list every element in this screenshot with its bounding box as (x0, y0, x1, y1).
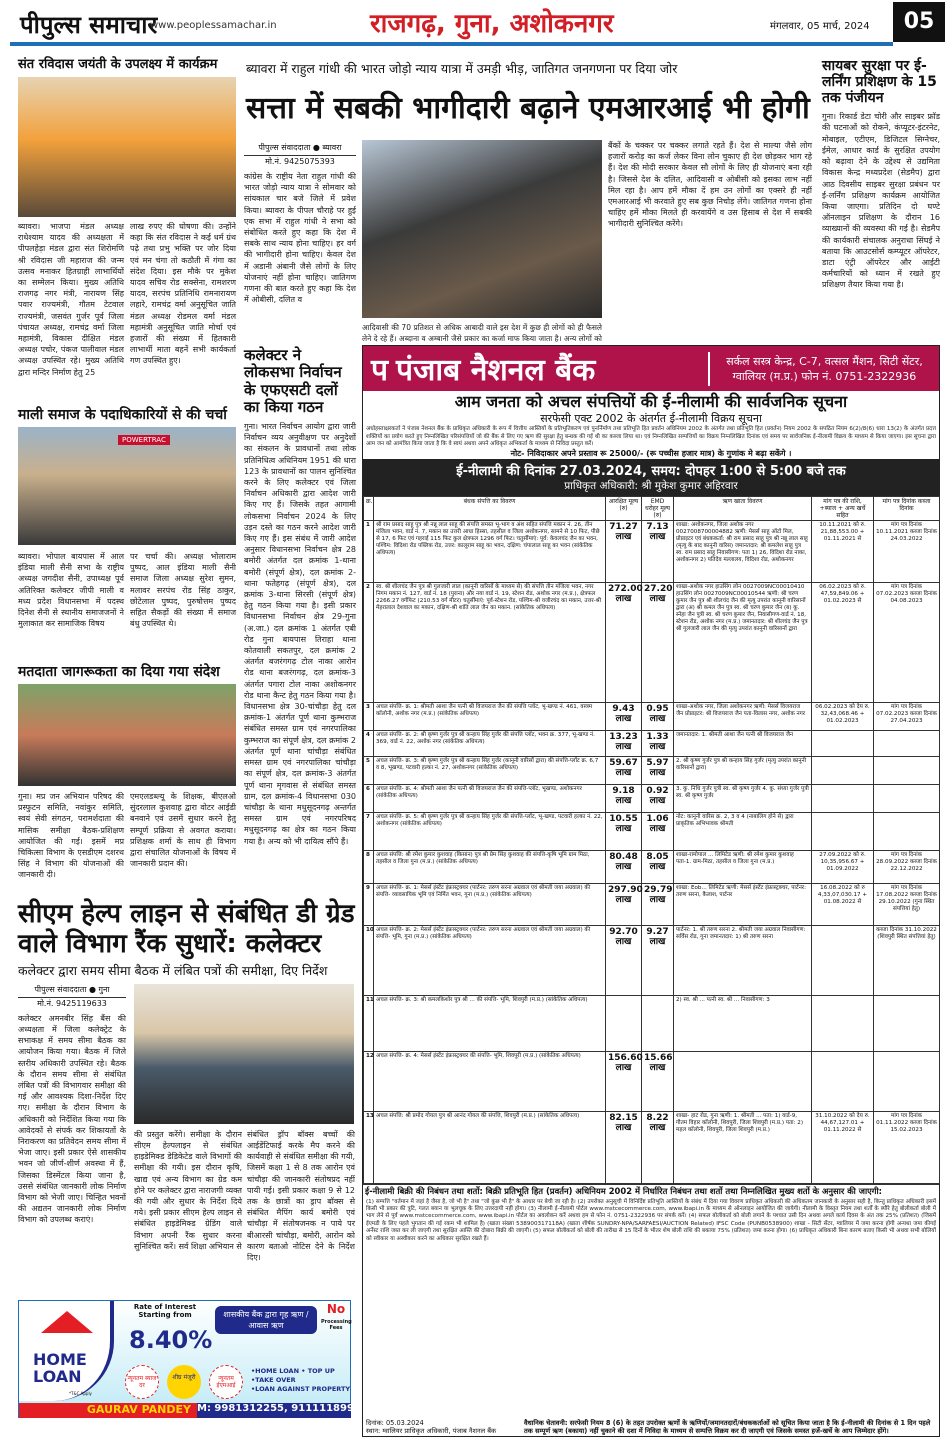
loan-account-details: 2. श्री कृष्ण गुर्जर पुत्र श्री कन्हाय सिंह गुर्जर (मृत्यु उपरांत कानूनी वारिसानों द्वारा) (674, 757, 812, 785)
reserve-price: 82.15 लाख (606, 1112, 642, 1184)
emd-amount: 1.33 लाख (642, 731, 674, 757)
rahul-mobile: मो.नं. 9425075393 (265, 157, 335, 166)
reserve-price: 9.43 लाख (606, 703, 642, 731)
notice-dates: मांग पत्र दिनांक 01.11.2022 कब्जा दिनांक 15.02.2023 (874, 1112, 940, 1184)
home-icon-panel (19, 1301, 114, 1401)
demand-amount (812, 731, 874, 757)
notice-dates: कब्जा दिनांक 31.10.2022 (शिवपुरी स्थित संपत्तियां हेतु) (874, 926, 940, 996)
row-number: 6 (364, 785, 374, 813)
row-number: 9 (364, 884, 374, 926)
terms-section (363, 1184, 939, 1436)
cm-text-col2: की प्रस्तुत करेंगे। समीक्षा के दौरान सीएम हेल्पलाइन से संबंधित हाइडेमिक्ड डेडिकेटेड वाले विभागों की समीक्षा की गयी। इस दौरान कृषि, खाद्य एवं अन्य विभाग का ग्रेड कम होने पर कलेक्टर द्वारा नाराजगी व्यक्त की गयी और सुधार के निर्देश दिये गये। इसी प्रकार सीएम हेल्प लाइन से संबंधित हाइडेमिक्ड ग्रेडिंग वाले विभाग अपनी रैंक सुधार करना सुनिश्चित करें। सर्व शिक्षा अभियान से (134, 1129, 242, 1251)
reserve-price: 156.60 लाख (606, 1052, 642, 1112)
row-number: 2 (364, 583, 374, 703)
powertrac-sign: POWERTRAC (118, 435, 170, 445)
edition-title: राजगढ़, गुना, अशोकनगर (370, 9, 614, 39)
footer-date: दिनांक: 05.03.2024 (366, 1419, 424, 1427)
emd-amount: 1.06 लाख (642, 813, 674, 851)
demand-amount (812, 926, 874, 996)
emd-amount: 7.13 लाख (642, 521, 674, 583)
emd-amount: 8.05 लाख (642, 851, 674, 884)
ad-fees: Processing Fees (321, 1319, 352, 1331)
ad-contact-name: GAURAV PANDEY (19, 1403, 197, 1418)
ad-phone[interactable]: M: 9981312255, 9111118999 (197, 1403, 351, 1418)
table-row (364, 813, 940, 851)
emd-amount: 29.79 लाख (642, 884, 674, 926)
loan-account-details: शाखा- हाट रोड, गुना ऋणी: 1. श्रीमती ... पता: 1) वार्ड-9, गौतम विहार कॉलोनी, शिवपुरी, जिला शिवपुरी (म.प्र.) पता: 2) महल कॉलोनी, शिवपुरी, जिला शिवपुरी (म.प्र.) (674, 1112, 812, 1184)
ravidas-text-col2: लाख रुपए की घोषणा की। उन्होंने कहा कि संत रविदास ने कई धर्म ग्रंथ पढ़े तथा प्रभु भक्ति पर जोर दिया एवं मन चंगा तो कठौती में गंगा का संदेश दिया। इस मौके पर मुकेश यादव सचिव रोड सक्सेना, रामशरण यादव, सरपंच प्रतिनिधि रामनारायण लहारे, रामचंद्र वर्मा अनुसूचित जाति मंडल अध्यक्ष रोडमल वर्मा मंडल महामंत्री अनुसूचित जाति मोर्चा एवं हजारों की संख्या में हितकारी लाभार्थी माता बहनें सभी कार्यकर्ता गण उपस्थित हुए। (130, 221, 236, 366)
loan-account-details: जमानतदार: 1. श्रीमती आशा जैन पत्नी श्री विजयराज जैन (674, 731, 812, 757)
notice-dates (874, 813, 940, 851)
matdata-photo (18, 684, 236, 786)
notice-dates (874, 996, 940, 1052)
table-row (364, 731, 940, 757)
reserve-price: 13.23 लाख (606, 731, 642, 757)
emd-amount: 0.95 लाख (642, 703, 674, 731)
ad-feature: •LOAN AGAINST PROPERTY (251, 1385, 351, 1393)
loan-account-details: शाखा-अशोक नगर, जिला अशोकनगर ऋणी: मेसर्स विजयराज जैन प्रोप्राइटर: श्री विजयराज जैन पता-विलास नगर, अशोक नगर (674, 703, 812, 731)
mali-text-col2: पर चर्चा की। अध्यक्ष भोलाराम पुष्पद, आल इंडिया माली सैनी समाज जिला अध्यक्ष सुरेश सुमन, मलावर सरपंच रोड सिंह ठाकुर, छोटेलाल पुष्पद, पुरुषोत्तम पुष्पद सहित सैकड़ों की संख्या में समाज बंधु उपस्थित थे। (130, 551, 236, 629)
ad-tc: *T&C Apply (69, 1391, 92, 1396)
emd-amount: 15.66 लाख (642, 1052, 674, 1112)
auction-table (363, 496, 940, 1184)
loan-account-details: शाखा: अशोकनगर, जिला अशोक नगर 0027008700004882 ऋणी: मेसर्स साहू ऑटो मिल, प्रोप्राइटर एवं बंधककर्ता: श्री राम प्रसाद साहू पुत्र श्री नन्नू लाल साहू (मृत्यु के बाद कानूनी वारिस) जमानतदार: श्री कमलेश साहू पुत्र स्व. राम प्रसाद साहू निवासीगण: पता 1) 26, विदिशा रोड नाका, अशोकनगर 2) पतिदेव मल्लालय, विदिशा रोड, अशोकनगर (674, 521, 812, 583)
table-row (364, 851, 940, 884)
column-header: EMD धरोहर मूल्य (रु) (642, 497, 674, 521)
row-number: 8 (364, 851, 374, 884)
loan-account-details: शाखा-अशोक नगर हाउसिंग लोन 0027009NC00010410 हाउसिंग लोन 0027009NC00010544 ऋणी: श्री चरण कुमार जैन पुत्र श्री शीलचंद जैन की मृत्यु उपरांत कानूनी वारिसानों द्वारा (अ) श्री कमल जैन पुत्र स्व. श्री चरण कुमार जैन (ब) कु. स्नेहा जैन पुत्री स्व. श्री चरण कुमार जैन, निवासीगण-वार्ड नं. 18, स्टेशन रोड, अशोक नगर (म.प्र.) जमानतदार: श्री शीलचंद जैन पुत्र श्री गुलजारी लाल जैन की मृत्यु उपरांत कानूनी वारिसानों द्वारा (674, 583, 812, 703)
cm-mobile: मो.नं. 9425119633 (37, 998, 107, 1008)
matdata-headline: मतदाता जागरूकता का दिया गया संदेश (18, 663, 220, 680)
ad-home-text (33, 1351, 87, 1385)
ad-rate: 8.40% (129, 1326, 213, 1354)
loan-account-details: 2) स्व. श्री ... पत्नी स्व. श्री ... निवासीगण: 3 (674, 996, 812, 1052)
matdata-text-col1: गुना। मप्र जन अभियान परिषद की प्रस्फुटन समिति, नवांकुर समिति, स्वयं सेवी संगठन, परामर्शदाता की मासिक समीक्षा बैठक-प्रशिक्षण आयोजित की गई। इसमें मप्र चिकित्सा विभाग के एसडीएम दशरथ सिंह ने विभाग की योजनाओं की जानकारी दी। (18, 792, 124, 880)
cm-byline: पीपुल्स संवाददाता ● गुना (18, 984, 126, 998)
left-column (18, 58, 236, 894)
mali-text (18, 551, 236, 656)
demand-amount (812, 813, 874, 851)
demand-amount: 06.02.2023 को देय रु. 32,43,068.46 + 01.02.2023 (812, 703, 874, 731)
rahul-kicker: ब्यावरा में राहुल गांधी की भारत जोड़ो न्याय यात्रा में उमड़ी भीड़, जातिगत जनगणना पर दिया जोर (246, 61, 678, 76)
pnb-address: सर्कल सस्त्र केन्द्र, C-7, वत्सल मैंशन, सिटी सेंटर, ग्वालियर (म.प्र.) फोन नं. 0751-2322936 (708, 352, 939, 386)
column-header: आरक्षित मूल्य (रु) (606, 497, 642, 521)
notice-dates (874, 731, 940, 757)
property-description: अचल संपत्ति- क्र. 3: श्री कृष्ण गुर्जर पुत्र श्री कन्हाय सिंह गुर्जर (कानूनी वारिसों द्वारा) की संपत्ति-प्लॉट क्र. 6,7 व 8, भूखण्ड, पटवारी हल्का नं. 27, अशोकनगर (सांकेतिक अधिपत्य) (374, 757, 606, 785)
demand-amount: 31.10.2022 को देय रु. 44,67,127.01 + 01.11.2022 से (812, 1112, 874, 1184)
cm-subhead: कलेक्टर द्वारा समय सीमा बैठक में लंबित पत्रों की समीक्षा, दिए निर्देश (18, 962, 328, 978)
property-description: अचल संपत्ति- क्र. 4: मेसर्स इंस्टेंट इंफ्रास्ट्रक्चर की संपत्ति- भूमि, शिवपुरी (म.प्र.) (सांकेतिक अधिपत्य) (374, 1052, 606, 1112)
newspaper-logo: पीपुल्स समाचार (20, 11, 158, 39)
reserve-price: 59.67 लाख (606, 757, 642, 785)
ad-badge-quick: शीघ्र मंजूरी (167, 1365, 201, 1399)
terms-text: (1) सम्पत्ति "वर्तमान में जहां है जैसा है, जो भी है" तथा "जो कुछ भी है" के आधार पर बेची जा रही है। (2) उपरोक्त अनुसूची में विनिर्दिष्ट प्रतिभूति आस्तियों के संबंध में दिया गया विवरण प्राधिकृत अधिकारी की अधिकतम जानकारी के अनुसार सही है, किन्तु प्राधिकृत अधिकारी इसमें किसी भी प्रकार की त्रुटि, गलत बयान या भूलचूक के लिए उत्तरदायी नहीं होगा। (3) नीलामी ई-नीलामी पोर्टल www.mstcecommerce.com, www.ibapi.in के माध्यम से ऑनलाइन आयोजित की जायेगी। नीलामी के विस्तृत नियम तथा शर्तों के ब्यौरे हेतु बोलीकर्ता बोली में भाग लेने से पूर्व www.mstcecommerce.com, www.ibapi.in पोर्टल का अवलोकन करें अथवा हम से फोन नं. 0751-2322936 पर संपर्क करें। (4) सफल बोलीकर्ता को बोली लगाने के पश्चात उसी दिन अथवा अगले कार्य दिवस के अंत तक 25% (प्रतिशत) (जिसमें ईएमडी के लिए पहले भुगतान की गई रकम भी शामिल है) (खाता संख्या 538900317118A) (खाता शीर्षक SUNDRY-NPA/SARFAESI/AUCTION Related) IFSC Code (PUNB0538900) शाखा - सिटी सेंटर, ग्वालियर में जमा करना होगी अन्यथा जमा कीगई अर्नेस्ट राशि जब्त कर ली जाएगी तथा सुरक्षित आस्ति की दोबारा बिक्री की जाएगी। (5) सफल बोलीकर्ता को बोली की तारीख से 15 दिनों के भीतर शेष बोली राशि की बकाया 75% (प्रतिशत) जमा करना होगा। (6) प्राधिकृत अधिकारी बिना कारण बताए किसी भी अथवा सभी बोलियों को स्वीकार या अस्वीकार करने का अधिकार सुरक्षित रखते हैं। (366, 1198, 936, 1242)
row-number: 7 (364, 813, 374, 851)
column-header: ऋण खाता विवरण (674, 497, 812, 521)
mali-photo (18, 427, 236, 545)
footer-warning: वैधानिक चेतावनी: सरफेसी नियम 8 (6) के तहत उपरोक्त ऋणों के ऋणियों/जमानतदारों/बंधककर्ताओं को सूचित किया जाता है कि ई-नीलामी की दिनांक से 1 दिन पहले तक सम्पूर्ण ऋण (बकाया) नहीं चुकाने की दशा में निविदा के माध्यम से सम्पत्ति विक्रय कर दी जाएगी एवं जिसके समस्त हर्जे-खर्चे के आप जिम्मेदार होंगे। (524, 1419, 931, 1435)
notice-dates: मांग पत्र दिनांक 17.08.2022 कब्जा दिनांक 29.10.2022 (गुना स्थित संपत्तियां हेतु) (874, 884, 940, 926)
rahul-text-col2: बैंकों के चक्कर पर चक्कर लगाते रहते हैं। देश से माल्या जैसे लोग हजारों करोड़ का कर्ज लेकर विना लोन चुकाए ही देश छोड़कर भाग रहे हैं। देश की मोदी सरकार केवल सौ लोगों के लिए ही योजनाएं बना रही है। जिससे देश के दलित, आदिवासी व ओबीसी को इसका लाभ नहीं मिल रहा है। आप हमें मौका दें हम उन लोगों का एक्सरे ही नहीं एमआरआई भी करवाते हुए सब कुछ निचोड़ लेंगे। जातिगत गणना होना चाहिए हमें मौका मिलते ही करवायेंगे व उस हिसाब से देश में सबकी भागीदारी सुनिश्चित करेंगे। (608, 141, 812, 229)
ad-rate-label: Rate of Interest Starting from (133, 1303, 197, 1319)
row-number: 1 (364, 521, 374, 583)
pnb-subtitle: सरफेसी एक्ट 2002 के अंतर्गत ई-नीलामी विक्रय सूचना (540, 412, 762, 426)
rahul-text-col1: कांग्रेस के राष्ट्रीय नेता राहुल गांधी की भारत जोड़ो न्याय यात्रा ने सोमवार को सांयकाल चार बजे जिले में प्रवेश किया। ब्यावरा के पीपल चौराहे पर हुई एक सभा में राहुल गांधी ने सभा को संबोधित करते हुए कहा कि देश में सबके साथ न्याय होना चाहिए। हर वर्ग की भागीदारी होना चाहिए। केवल देश में अडानी अंबानी जैसे लोगों के लिए योजनाएं नहीं होना चाहिए। जातिगण गणना की बात करते हुए कहा कि देश में ओबीसी, दलित व (244, 172, 356, 305)
cm-story (18, 900, 358, 1292)
loan-account-details (674, 1052, 812, 1112)
row-number: 13 (364, 1112, 374, 1184)
reserve-price: 71.27 लाख (606, 521, 642, 583)
ravidas-photo (18, 77, 236, 217)
fst-text: गुना। भारत निर्वाचन आयोग द्वारा जारी निर्वाचन व्यय अनुवीक्षण पर अनुदेशों का संकलन के प्रावधानों तथा लोक प्रतिनिधित्व अधिनियम 1951 की धारा 123 के प्रावधानों का पालन सुनिश्चित करने के लिए कलेक्टर एवं जिला निर्वाचन अधिकारी द्वारा आदेश जारी किए गए हैं। जिसके तहत आगामी लोकसभा निर्वाचन 2024 के लिए उड़न दस्ते का गठन करने आदेश जारी किए गए हैं। इस संबंध में जारी आदेश अनुसार विधानसभा निर्वाचन क्षेत्र 28 बमोरी अंतर्गत दल क्रमांक 1-थाना बमोरी (संपूर्ण क्षेत्र), दल क्रमांक 2-थाना फतेहगढ़ (संपूर्ण क्षेत्र), दल क्रमांक 3-थाना सिरसी (संपूर्ण क्षेत्र) हेतु गठन किया गया है। इसी प्रकार विधानसभा निर्वाचन क्षेत्र 29-गुना (अ.जा.) दल क्रमांक 1 अंतर्गत एबी रोड गुना बायपास तिराहा थाना कोतवाली सकतपुर, दल क्रमांक 2 अंतर्गत बजरंगगढ़ टोल नाका आरोन रोड थाना बजरंगगढ़, दल क्रमांक-3 अंतर्गत पगारा टोल नाका अशोकनगर रोड थाना कैन्ट हेतु गठन किया गया है। विधानसभा क्षेत्र 30-चांचौड़ा हेतु दल क्रमांक-1 अंतर्गत पूर्ण थाना कुम्भराज संबंधित समस्त ग्राम एवं नगरपालिका कुम्भराज का संपूर्ण क्षेत्र, दल क्रमांक 2 अंतर्गत पूर्ण थाना चांचौड़ा संबंधित समस्त ग्राम एवं नगरपालिका चांचौड़ा का संपूर्ण क्षेत्र, दल क्रमांक-3 अंतर्गत पूर्ण थाना मृगवास से संबंधित समस्त ग्राम, दल क्रमांक-4 विधानसभा 030 चांचौड़ा के थाना मधुसूदनगढ़ अन्तर्गत समस्त ग्राम एवं नगरपरिषद मधुसूदनगढ़ का क्षेत्र का गठन किया गया है। अन्य को भी दायित्व सौंपे हैं। (244, 422, 356, 846)
ravidas-text-col1: ब्यावरा। भाजपा मंडल अध्यक्ष राधेश्याम यादव की अध्यक्षता में पीपलहेड़ा मंडल द्वारा संत शिरोमणि श्री रविदास जी महाराज की जन्म उत्सव मनाकर हितग्राही लाभार्थियों का सम्मेलन किया। मुख्य अतिथि राजगढ़ नगर मंत्री, नारायण सिंह पवार राज्यमंत्री, गौतम टेटवाल राज्यमंत्री, जसवंत गुर्जर पूर्व जिला पंचायत अध्यक्ष, रामचंद्र वर्मा जिला महामंत्री, विकास दीक्षित मंडल अध्यक्ष पचोर, पंकज पालीवाल मंडल अध्यक्ष उपस्थित रहे। मुख्य अतिथि द्वारा मन्दिर निर्माण हेतु 25 (18, 221, 124, 377)
loan-account-details: शाखा-रामोपाल ... लिमिटेड ऋणी: श्री रमेश कुमार कुशवाह पता-1. ग्राम-मिठा, तहसील व जिला गुना (म.प्र.) (674, 851, 812, 884)
loan-account-details: पार्टनर: 1. श्री तरुण सरना 2. श्रीमती जया अग्रवाल निवासीगण: सर्विस रोड, गुना जमानतदार: 1) श्री तरुण सरना (674, 926, 812, 996)
ad-feature: •HOME LOAN • TOP UP (251, 1367, 335, 1375)
middle-column (244, 142, 356, 892)
cyber-headline: सायबर सुरक्षा पर ई-लर्निंग प्रशिक्षण के 15 तक पंजीयन (822, 58, 937, 107)
emd-amount: 9.27 लाख (642, 926, 674, 996)
mali-headline: माली समाज के पदाधिकारियों से की चर्चा (18, 406, 227, 423)
table-row (364, 521, 940, 583)
pnb-name: पंजाब नैशनल बैंक (396, 353, 596, 388)
demand-amount: 10.11.2021 को रु. 21,88,553.00 + 01.11.2021 से (812, 521, 874, 583)
cm-text-col3: संबंधित ड्रॉप बॉक्स बच्चों की आईडेंटिफाई करके मैप करने की कार्यवाही से संबंधित समीक्षा की गयी, जिसमें कक्षा 1 से 8 तक आरोन एवं चांचौड़ा की जानकारी संतोषप्रद नहीं पायी गई। इसी प्रकार कक्षा 9 से 12 तक के छात्रों का ड्राप बॉक्स से संबंधित मैपिंग कार्य बमोरी एवं चांचौड़ा में संतोषजनक न पाये पर बीआरसी चांचौड़ा, बमोरी, आरोन को कारण बताओ नोटिस देने के निर्देश दिए। (247, 1129, 355, 1263)
table-header-row (364, 497, 940, 521)
table-row (364, 926, 940, 996)
property-description: अचल संपत्ति- क्र. 3: श्री कमलकिशोर पुत्र श्री ... की संपत्ति- भूमि, शिवपुरी (म.प्र.) (सांकेतिक अधिपत्य) (374, 996, 606, 1052)
emd-amount: 0.92 लाख (642, 785, 674, 813)
cm-text-col1: कलेक्टर अमनबीर सिंह बैंस की अध्यक्षता में जिला कलेक्ट्रेट के सभाकक्ष में समय सीमा बैठक का आयोजन किया गया। बैठक में जिले स्तरीय अधिकारी उपस्थित रहे। बैठक के दौरान समय सीमा से संबंधित लंबित पत्रों की विभागवार समीक्षा की गई और आवश्यक दिशा-निर्देश दिए गए। समीक्षा के दौरान विभाग के अधिकारी को निर्देशित किया गया कि आवेदकों से संपर्क कर शिकायतों के निराकरण का प्रतिवेदन समय सीमा में भेजा जाए। इसी प्रकार ऐसे शासकीय भवन जो जीर्ण-शीर्ण अवस्था में हैं, जिसका डिस्मेंटल किया जाना है, उससे संबंधित जानकारी लोक निर्माण विभाग को भेजी जाए। चिन्हित भवनों की अद्यतन जानकारी लोक निर्माण विभाग को उपलब्ध कराएं। (18, 1013, 126, 1225)
page-number: 05 (893, 2, 945, 42)
property-description: अचल संपत्ति- क्र. 2: श्री कृष्ण गुर्जर पुत्र श्री कन्हाय सिंह गुर्जर की संपत्ति प्लॉट, भवन क्र. 377, भू-खण्ड नं. 369, वार्ड नं. 22, अशोक नगर (सांकेतिक अधिपत्य) (374, 731, 606, 757)
notice-dates: मांग पत्र दिनांक 07.02.2023 कब्जा दिनांक 04.08.2023 (874, 583, 940, 703)
table-row (364, 703, 940, 731)
mali-text-col1: ब्यावरा। भोपाल बायपास में आल इंडिया माली सैनी सभा के राष्ट्रीय अध्यक्ष जगदीश सैनी, उपाध्यक्ष पूर्व अतिरिक्त कलेक्टर जीपी माली व मध्य प्रदेश विधानसभा में पदस्थ दिनेश सैनी से स्थानीय समाजजनों ने मुलाकात कर सामाजिक विषय (18, 551, 124, 629)
pnb-officer: प्राधिकृत अधिकारी: श्री मुकेश कुमार अहिरवार (363, 479, 939, 496)
notice-dates (874, 1052, 940, 1112)
pnb-header (363, 346, 939, 391)
pnb-auction-date: ई-नीलामी की दिनांक 27.03.2024, समय: दोपहर 1:00 से 5:00 बजे तक (363, 459, 939, 479)
row-number: 10 (364, 926, 374, 996)
cm-headline: सीएम हेल्प लाइन से संबंधित डी ग्रेड वाले विभाग रैंक सुधारें: कलेक्टर (18, 899, 355, 959)
pnb-auction-notice (362, 345, 940, 1437)
ad-govt-bank: शासकीय बैंक द्वारा गृह ऋण / आवास ऋण (215, 1306, 317, 1334)
property-description: अचल संपत्ति: श्री रमेश कुमार कुशवाह (किसान) पुत्र श्री प्रेम सिंह कुशवाह की संपत्ति-कृषि भूमि ग्राम मिठा, तहसील व जिला गुना (म.प्र.) (सांकेतिक अधिपत्य) (374, 851, 606, 884)
table-row (364, 996, 940, 1052)
home-loan-ad[interactable] (18, 1300, 361, 1418)
property-description: अचल संपत्ति: श्री प्रमोद गोयल पुत्र श्री आनंद गोयल की संपत्ति, शिवपुरी (म.प्र.) (सांकेतिक अधिपत्य) (374, 1112, 606, 1184)
table-row (364, 757, 940, 785)
ad-loan: LOAN (33, 1367, 82, 1386)
ad-no: No (326, 1302, 346, 1316)
notice-dates (874, 785, 940, 813)
table-row (364, 1052, 940, 1112)
pnb-logo-mark: प (371, 353, 389, 388)
ravidas-text (18, 221, 236, 399)
rahul-byline: पीपुल्स संवाददाता ● ब्यावरा (244, 142, 356, 156)
ad-badge-min-rate: न्यूनतम ब्याज दर (125, 1365, 159, 1399)
issue-date: मंगलवार, 05 मार्च, 2024 (770, 21, 870, 32)
property-description: अचल संपत्ति- क्र. 1: मेसर्स इंस्टेंट इंफ्रास्ट्रक्चर (पार्टनर: तरुण सरना अग्रवाल एवं श्रीमती जया अग्रवाल) की संपत्ति- व्यावसायिक भूमि एवं निर्मित भवन, गुना (म.प्र.) (सांकेतिक अधिपत्य) (374, 884, 606, 926)
loan-account-details: 3. कु. निधि गुर्जर पुत्री स्व. श्री कृष्ण गुर्जर 4. कु. संध्या गुर्जर पुत्री स्व. श्री कृष्ण गुर्जर (674, 785, 812, 813)
matdata-text (18, 791, 236, 894)
rahul-yatra-photo (362, 140, 602, 318)
column-header: बंधक संपत्ति का विवरण (374, 497, 606, 521)
website-url[interactable]: www.peoplessamachar.in (150, 20, 277, 31)
notice-dates: मांग पत्र दिनांक 28.09.2022 कब्जा दिनांक 22.12.2022 (874, 851, 940, 884)
column-header: क्र. (364, 497, 374, 521)
loan-account-details: शाखा: Eob... लिमिटेड ऋणी: मेसर्स इंस्टेंट इंफ्रास्ट्रक्चर, पार्टनर: तरुण सरना, कैलाश, पार्टनर (674, 884, 812, 926)
table-row (364, 1112, 940, 1184)
demand-amount (812, 996, 874, 1052)
table-row (364, 583, 940, 703)
emd-amount: 27.20 लाख (642, 583, 674, 703)
demand-amount (812, 1052, 874, 1112)
cm-body (18, 984, 358, 1292)
ad-feature: •TAKE OVER (251, 1376, 296, 1384)
emd-amount: 5.97 लाख (642, 757, 674, 785)
pnb-title: आम जनता को अचल संपत्तियों की ई-नीलामी की सार्वजनिक सूचना (454, 392, 848, 411)
notice-dates (874, 757, 940, 785)
row-number: 11 (364, 996, 374, 1052)
demand-amount (812, 757, 874, 785)
emd-amount: 8.22 लाख (642, 1112, 674, 1184)
property-description: अचल संपत्ति- क्र. 4: श्रीमती आशा जैन पत्नी श्री विजयराज जैन की संपत्ति-प्लॉट, भूखण्ड, अशोकनगर (सांकेतिक अधिपत्य) (374, 785, 606, 813)
table-row (364, 785, 940, 813)
row-number: 12 (364, 1052, 374, 1112)
reserve-price: 80.48 लाख (606, 851, 642, 884)
masthead-rule (10, 42, 893, 46)
reserve-price: 10.55 लाख (606, 813, 642, 851)
cyber-text: गुना। रिकार्ड डेटा चोरी और साइबर फ्रॉड की घटनाओं को रोकने, कंप्यूटर-इंटरनेट, मोबाइल, एटीएम, डिजिटल सिग्नेचर, ईमेल, आधार कार्ड के सुरक्षित उपयोग को बढ़ावा देने के उद्देश्य से उद्यमिता विकास केन्द्र मध्यप्रदेश (सेडमैप) द्वारा आठ दिवसीय साइबर सुरक्षा प्रबंधन पर ई-लर्निंग प्रशिक्षण कार्यक्रम आयोजित किया जाएगा। प्रतिदिन दो घण्टे ऑनलाइन प्रशिक्षण के दौरान 16 व्याख्यानों की व्यवस्था की गई है। सेडमैप की कार्यकारी संचालक अनुराधा सिंघई ने बताया कि आउटसोर्स कम्प्यूटर ऑपरेटर, डाटा एंट्री ऑपरेटर और आईटी कर्मचारियों को ध्यान में रखते हुए प्रशिक्षण तैयार किया गया है। (822, 112, 940, 290)
property-description: श्री राम प्रसाद साहू पुत्र श्री नन्नू लाल साहू की संपत्ति समस्त भू-भाग व अंश सहित संपत्ति मकान नं. 26, तीन मंजिला भवन, वार्ड नं. 7, मकान का उत्तरी आधा हिस्सा, तहसील व जिला अशोकनगर, सामने से 10 फिट, पीछे से 17, 6 फिट एवं गहराई 115 फिट कुल क्षेत्रफल 1296 वर्ग फिट। चतुर्सीमाएं: पूर्व: केवलचंद जैन का भवन, पश्चिम: विदिशा रोड पब्लिक रोड, उत्तर: कालूराम साहू का भवन, दक्षिण: चंपालाल साहू का भवन (सांकेतिक अधिपत्य) (374, 521, 606, 583)
matdata-text-col2: एमएलडब्ल्यू के शिक्षक, बीएलओ सुंदरलाल कुशवाह द्वारा वोटर आईडी बनवाने एवं उसमें सुधार करने हेतु सम्पूर्ण प्रक्रिया से अवगत कराया। प्रशिक्षक शर्मा के साथ ही विभाग द्वारा संचालित योजनाओं के विषय में जानकारी प्रदान की। (130, 792, 236, 869)
cm-meeting-photo (134, 984, 354, 1124)
demand-amount: 06.02.2023 को रु. 47,59,849.06 + 01.02.2023 से (812, 583, 874, 703)
demand-amount: 16.08.2022 को रु 4,33,07,030.17 + 01.08.2022 से (812, 884, 874, 926)
terms-title: ई-नीलामी बिक्री की निबंधन तथा शर्तो: बिक्री प्रतिभूति हित (प्रवर्तन) अधिनियम 2002 में निर्धारित निबंधन तथा शर्तो तथा निम्नलिखित मुख्य शर्तो के अनुसार की जाएगी: (365, 1186, 882, 1196)
reserve-price: 297.90 लाख (606, 884, 642, 926)
emd-amount (642, 996, 674, 1052)
column-header: मांग पत्र दिनांक कब्जा दिनांक (874, 497, 940, 521)
column-header: मांग पत्र की राशि, +ब्याज + अन्य खर्चे सहित (812, 497, 874, 521)
reserve-price: 92.70 लाख (606, 926, 642, 996)
ad-features (251, 1367, 351, 1394)
house-roof-icon (41, 1311, 93, 1333)
demand-amount (812, 785, 874, 813)
property-description: अचल संपत्ति- क्र. 5: श्री कृष्ण गुर्जर पुत्र श्री कन्हाय सिंह गुर्जर की संपत्ति-प्लॉट, भू-खण्ड, पटवारी हल्का नं. 22, अशोकनगर (सांकेतिक अधिपत्य) (374, 813, 606, 851)
pnb-intro: अधोहस्ताक्षरकर्ता ने पंजाब नेशनल बैंक के प्राधिकृत अधिकारी के रूप में वित्तीय आस्तियों के प्रतिभूतिकरण एवं पुनर्निर्माण तथा प्रतिभूति हित प्रवर्तन अधिनियम 2002 के अंतर्गत तथा प्रतिभूति हित (प्रवर्तन) नियम 2002 के सपठित नियम 6(2)/8(6) धारा 13(2) के अंतर्गत प्रदत्त शक्तियों का प्रयोग करते हुए निम्नलिखित परिसंपत्तियों जो की बैंक से लिए गए ऋण की सुरक्षा हेतु बन्धक की गई थी का कब्जा लिया था। एवं निम्नलिखित सम्पत्तियों का विक्रय निम्नलिखित दिनांक एवं समय पर सार्वजनिक ई-नीलामी विक्रय के माध्यम से किया जाएगा। इस सूचना द्वारा आम जन को आमंत्रित किया जाता है कि वे स्वयं अथवा अपने अधिकृत अभिकर्ता के माध्यम से निविदा प्रस्तुत करें। (366, 426, 936, 447)
demand-amount: 27.09.2022 को रु. 10,35,956.67 + 01.09.2022 (812, 851, 874, 884)
rahul-headline: सत्ता में सबकी भागीदारी बढ़ाने एमआरआई भी होगी (246, 91, 810, 126)
property-description: अचल संपत्ति- क्र. 1: श्रीमती आशा जैन पत्नी श्री विजयराज जैन की संपत्ति प्लॉट, भू-खण्ड नं. 461, वस्त्रम कॉलोनी, अशोक नगर (म.प्र.) (सांकेतिक अधिपत्य) (374, 703, 606, 731)
ad-badge-min-emi: न्यूनतम ईएमआई (209, 1365, 243, 1399)
loan-account-details: नोट: कानूनी वारिस क्र. 2, 3 व 4 (नाबालिग होने से) द्वारा प्राकृतिक अभिभावक श्रीमती (674, 813, 812, 851)
row-number: 3 (364, 703, 374, 731)
notice-dates: मांग पत्र दिनांक 10.11.2021 कब्जा दिनांक 24.03.2022 (874, 521, 940, 583)
pnb-note: नोट- निविदाकार अपने प्रस्ताव रू 25000/- (रू पच्चीस हजार मात्र) के गुणांक मे बढ़ा सकेंगे । (510, 449, 792, 458)
footer-place: स्थान: ग्वालियर प्राधिकृत अधिकारी, पंजाब नैशनल बैंक (366, 1427, 497, 1435)
notice-dates: मांग पत्र दिनांक 07.02.2023 कब्जा दिनांक 27.04.2023 (874, 703, 940, 731)
property-description: स्व. श्री शीलचंद जैन पुत्र श्री गुलजारी लाल (कानूनी वारिसों के माध्यम से) की संपत्ति तीन मंजिला भवन, नगर निगम मकान नं. 127, वार्ड नं. 18 (पुराना) और नया वार्ड नं. 19, स्टेशन रोड, अशोक नगर (म.प्र.), क्षेत्रफल 2266.27 वर्गफिट (210.53 वर्ग मीटर) चतुर्सीमाएं: पूर्व-स्टेशन रोड, पश्चिम-श्री वजीरचंद का मकान, उत्तर-श्री मेहरालाल देशवाल का मकान, दक्षिण-श्री शांति लाल जैन का मकान. (सांकेतिक अधिपत्य) (374, 583, 606, 703)
reserve-price: 9.18 लाख (606, 785, 642, 813)
ad-home: HOME (33, 1350, 87, 1369)
property-description: अचल संपत्ति- क्र. 2: मेसर्स इंस्टेंट इंफ्रास्ट्रक्चर (पार्टनर: तरुण सरना अग्रवाल एवं श्रीमती जया अग्रवाल) की संपत्ति- भूमि, गुना (म.प्र.) (सांकेतिक अधिपत्य) (374, 926, 606, 996)
fst-headline: कलेक्टर ने लोकसभा निर्वाचन के एफएसटी दलों का किया गठन (244, 346, 342, 416)
right-column (822, 58, 940, 340)
reserve-price: 272.00 लाख (606, 583, 642, 703)
table-row (364, 884, 940, 926)
row-number: 5 (364, 757, 374, 785)
pnb-logo (363, 348, 708, 389)
cm-col1 (18, 984, 126, 1292)
reserve-price (606, 996, 642, 1052)
row-number: 4 (364, 731, 374, 757)
ravidas-headline: संत रविदास जयंती के उपलक्ष्य में कार्यक्रम (18, 57, 218, 72)
rahul-caption: आदिवासी की 70 प्रतिशत से अधिक आबादी वाले इस देश में कुछ ही लोगों को ही फैसले लेने दे रहे हैं। अब्दाना व अम्बानी जैसे प्रकार का कर्जा माफ किया जाता है। अन्य लोगों को (362, 323, 602, 343)
